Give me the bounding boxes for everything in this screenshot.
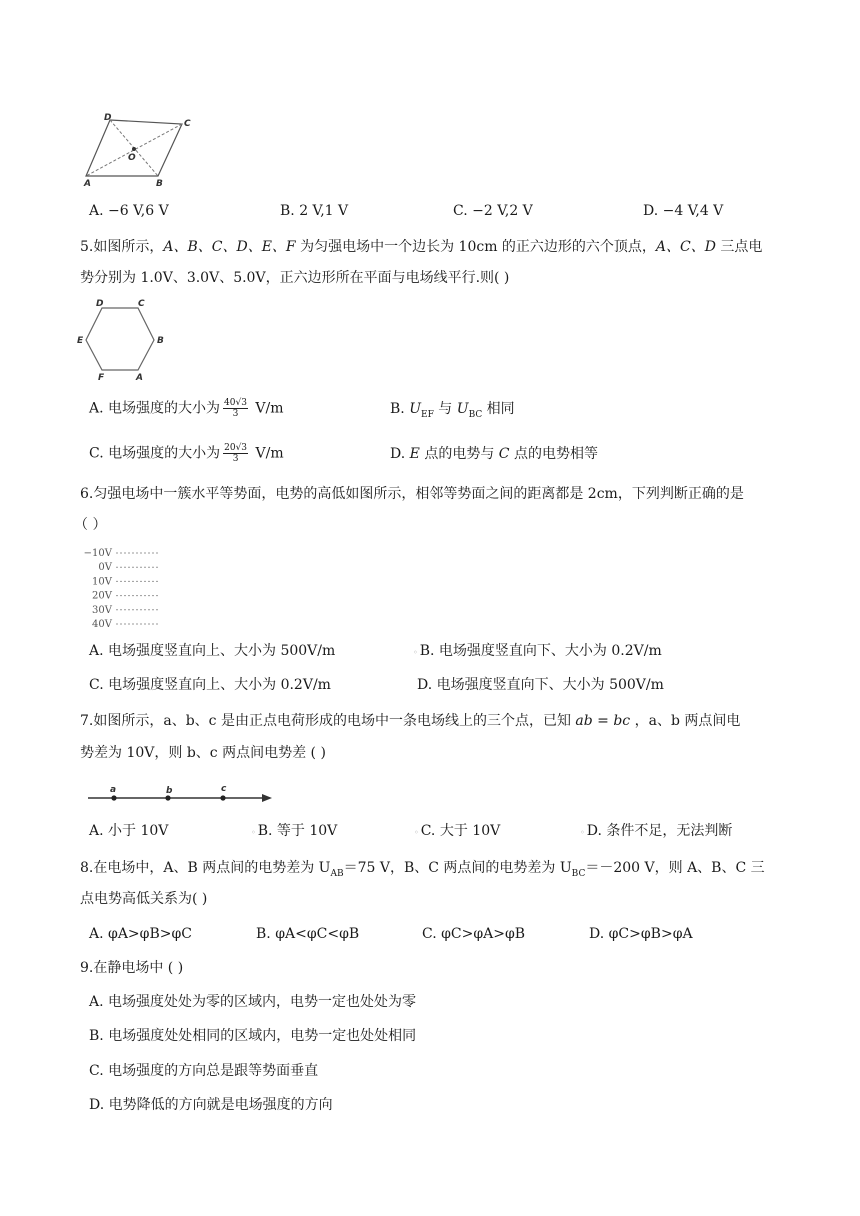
fig-label-b: B [156, 179, 163, 189]
q7-option-c[interactable]: ◦ C. 大于 10V [414, 823, 501, 839]
q6-option-b[interactable]: ◦ B. 电场强度竖直向下、大小为 0.2V/m [413, 643, 662, 659]
q9-option-b[interactable]: B. 电场强度处处相同的区域内，电势一定也处处相同 [89, 1028, 417, 1044]
q4-option-c[interactable]: C. −2 V,2 V [453, 203, 533, 219]
q7-option-a[interactable]: A. 小于 10V [89, 823, 169, 839]
q5-option-c[interactable]: C. 电场强度的大小为 $\frac{20√3}{3}$ V/m [89, 443, 284, 464]
q6-option-d[interactable]: D. 电场强度竖直向下、大小为 500V/m [417, 677, 664, 693]
equipotential-figure [82, 544, 162, 632]
equipotential-level-label: 40V [92, 619, 112, 630]
q9-option-d[interactable]: D. 电势降低的方向就是电场强度的方向 [89, 1097, 333, 1113]
q6-stem-line2: （ ） [74, 517, 107, 533]
q6-option-a[interactable]: A. 电场强度竖直向上、大小为 500V/m [89, 643, 336, 659]
fig-label-c: C [184, 119, 191, 129]
q8-stem-line2: 点电势高低关系为( ) [80, 891, 208, 907]
equipotential-level-label: 30V [92, 604, 112, 616]
q9-option-c[interactable]: C. 电场强度的方向总是跟等势面垂直 [89, 1063, 319, 1079]
q4-option-b[interactable]: B. 2 V,1 V [280, 203, 349, 219]
hex-label-a: A [136, 373, 143, 382]
q7-stem-line1: 7.如图所示，a、b、c 是由正点电荷形成的电场中一条电场线上的三个点，已知 ab = bc ，a、b 两点间电 [80, 713, 741, 729]
q8-option-b[interactable]: B. φA<φC<φB [256, 926, 360, 942]
fig-label-o: O [128, 153, 136, 163]
hex-label-d: D [96, 299, 104, 309]
field-label-c: c [221, 784, 227, 794]
q8-option-c[interactable]: C. φC>φA>φB [422, 926, 526, 942]
field-label-b: b [166, 786, 173, 796]
hex-label-e: E [77, 336, 84, 346]
hex-label-f: F [98, 373, 105, 382]
q4-option-a[interactable]: A. −6 V,6 V [89, 203, 169, 219]
q8-option-a[interactable]: A. φA>φB>φC [89, 926, 192, 942]
equipotential-level-label: 10V [92, 576, 112, 588]
q5-stem-line2: 势分别为 1.0V、3.0V、5.0V，正六边形所在平面与电场线平行.则( ) [80, 270, 510, 286]
field-line-figure [86, 778, 278, 808]
q7-option-d[interactable]: ◦ D. 条件不足，无法判断 [580, 823, 733, 839]
q8-stem-line1: 8.在电场中，A、B 两点间的电势差为 $U_{AB}=75$ V，B、C 两点间的电势差为 $U_{BC}=-200$ V，则 A、B、C 三 [80, 860, 765, 879]
equipotential-level-label: 20V [92, 590, 112, 602]
q7-stem-line2: 势差为 10V，则 b、c 两点间电势差 ( ) [80, 745, 326, 761]
equipotential-level-label: −10V [83, 548, 112, 559]
q9-stem: 9.在静电场中 ( ) [80, 960, 184, 976]
q9-option-a[interactable]: A. 电场强度处处为零的区域内，电势一定也处处为零 [89, 994, 417, 1010]
hex-label-c: C [138, 299, 145, 309]
parallelogram-figure [80, 112, 200, 192]
q6-option-c[interactable]: C. 电场强度竖直向上、大小为 0.2V/m [89, 677, 331, 693]
q5-option-b[interactable]: B. $U_{EF}$ 与 $U_{BC}$ 相同 [390, 401, 515, 420]
q8-option-d[interactable]: D. φC>φB>φA [589, 926, 693, 942]
hex-label-b: B [157, 336, 164, 346]
fig-label-d: D [104, 113, 112, 123]
equipotential-level-label: 0V [98, 562, 112, 574]
q5-option-a[interactable]: A. 电场强度的大小为 $\frac{40√3}{3}$ V/m [89, 398, 284, 419]
q5-option-d[interactable]: D. E 点的电势与 C 点的电势相等 [390, 446, 598, 462]
q6-stem-line1: 6.匀强电场中一簇水平等势面，电势的高低如图所示，相邻等势面之间的距离都是 2cm，下列判断正确的是 [80, 486, 744, 502]
q5-stem-line1: 5.如图所示，A、B、C、D、E、F 为匀强电场中一个边长为 10cm 的正六边形的六个顶点，A、C、D 三点电 [80, 239, 763, 255]
fig-label-a: A [84, 179, 91, 189]
q4-option-d[interactable]: D. −4 V,4 V [643, 203, 724, 219]
q7-option-b[interactable]: ◦ B. 等于 10V [251, 823, 338, 839]
hexagon-figure [76, 296, 166, 382]
field-label-a: a [110, 785, 117, 795]
